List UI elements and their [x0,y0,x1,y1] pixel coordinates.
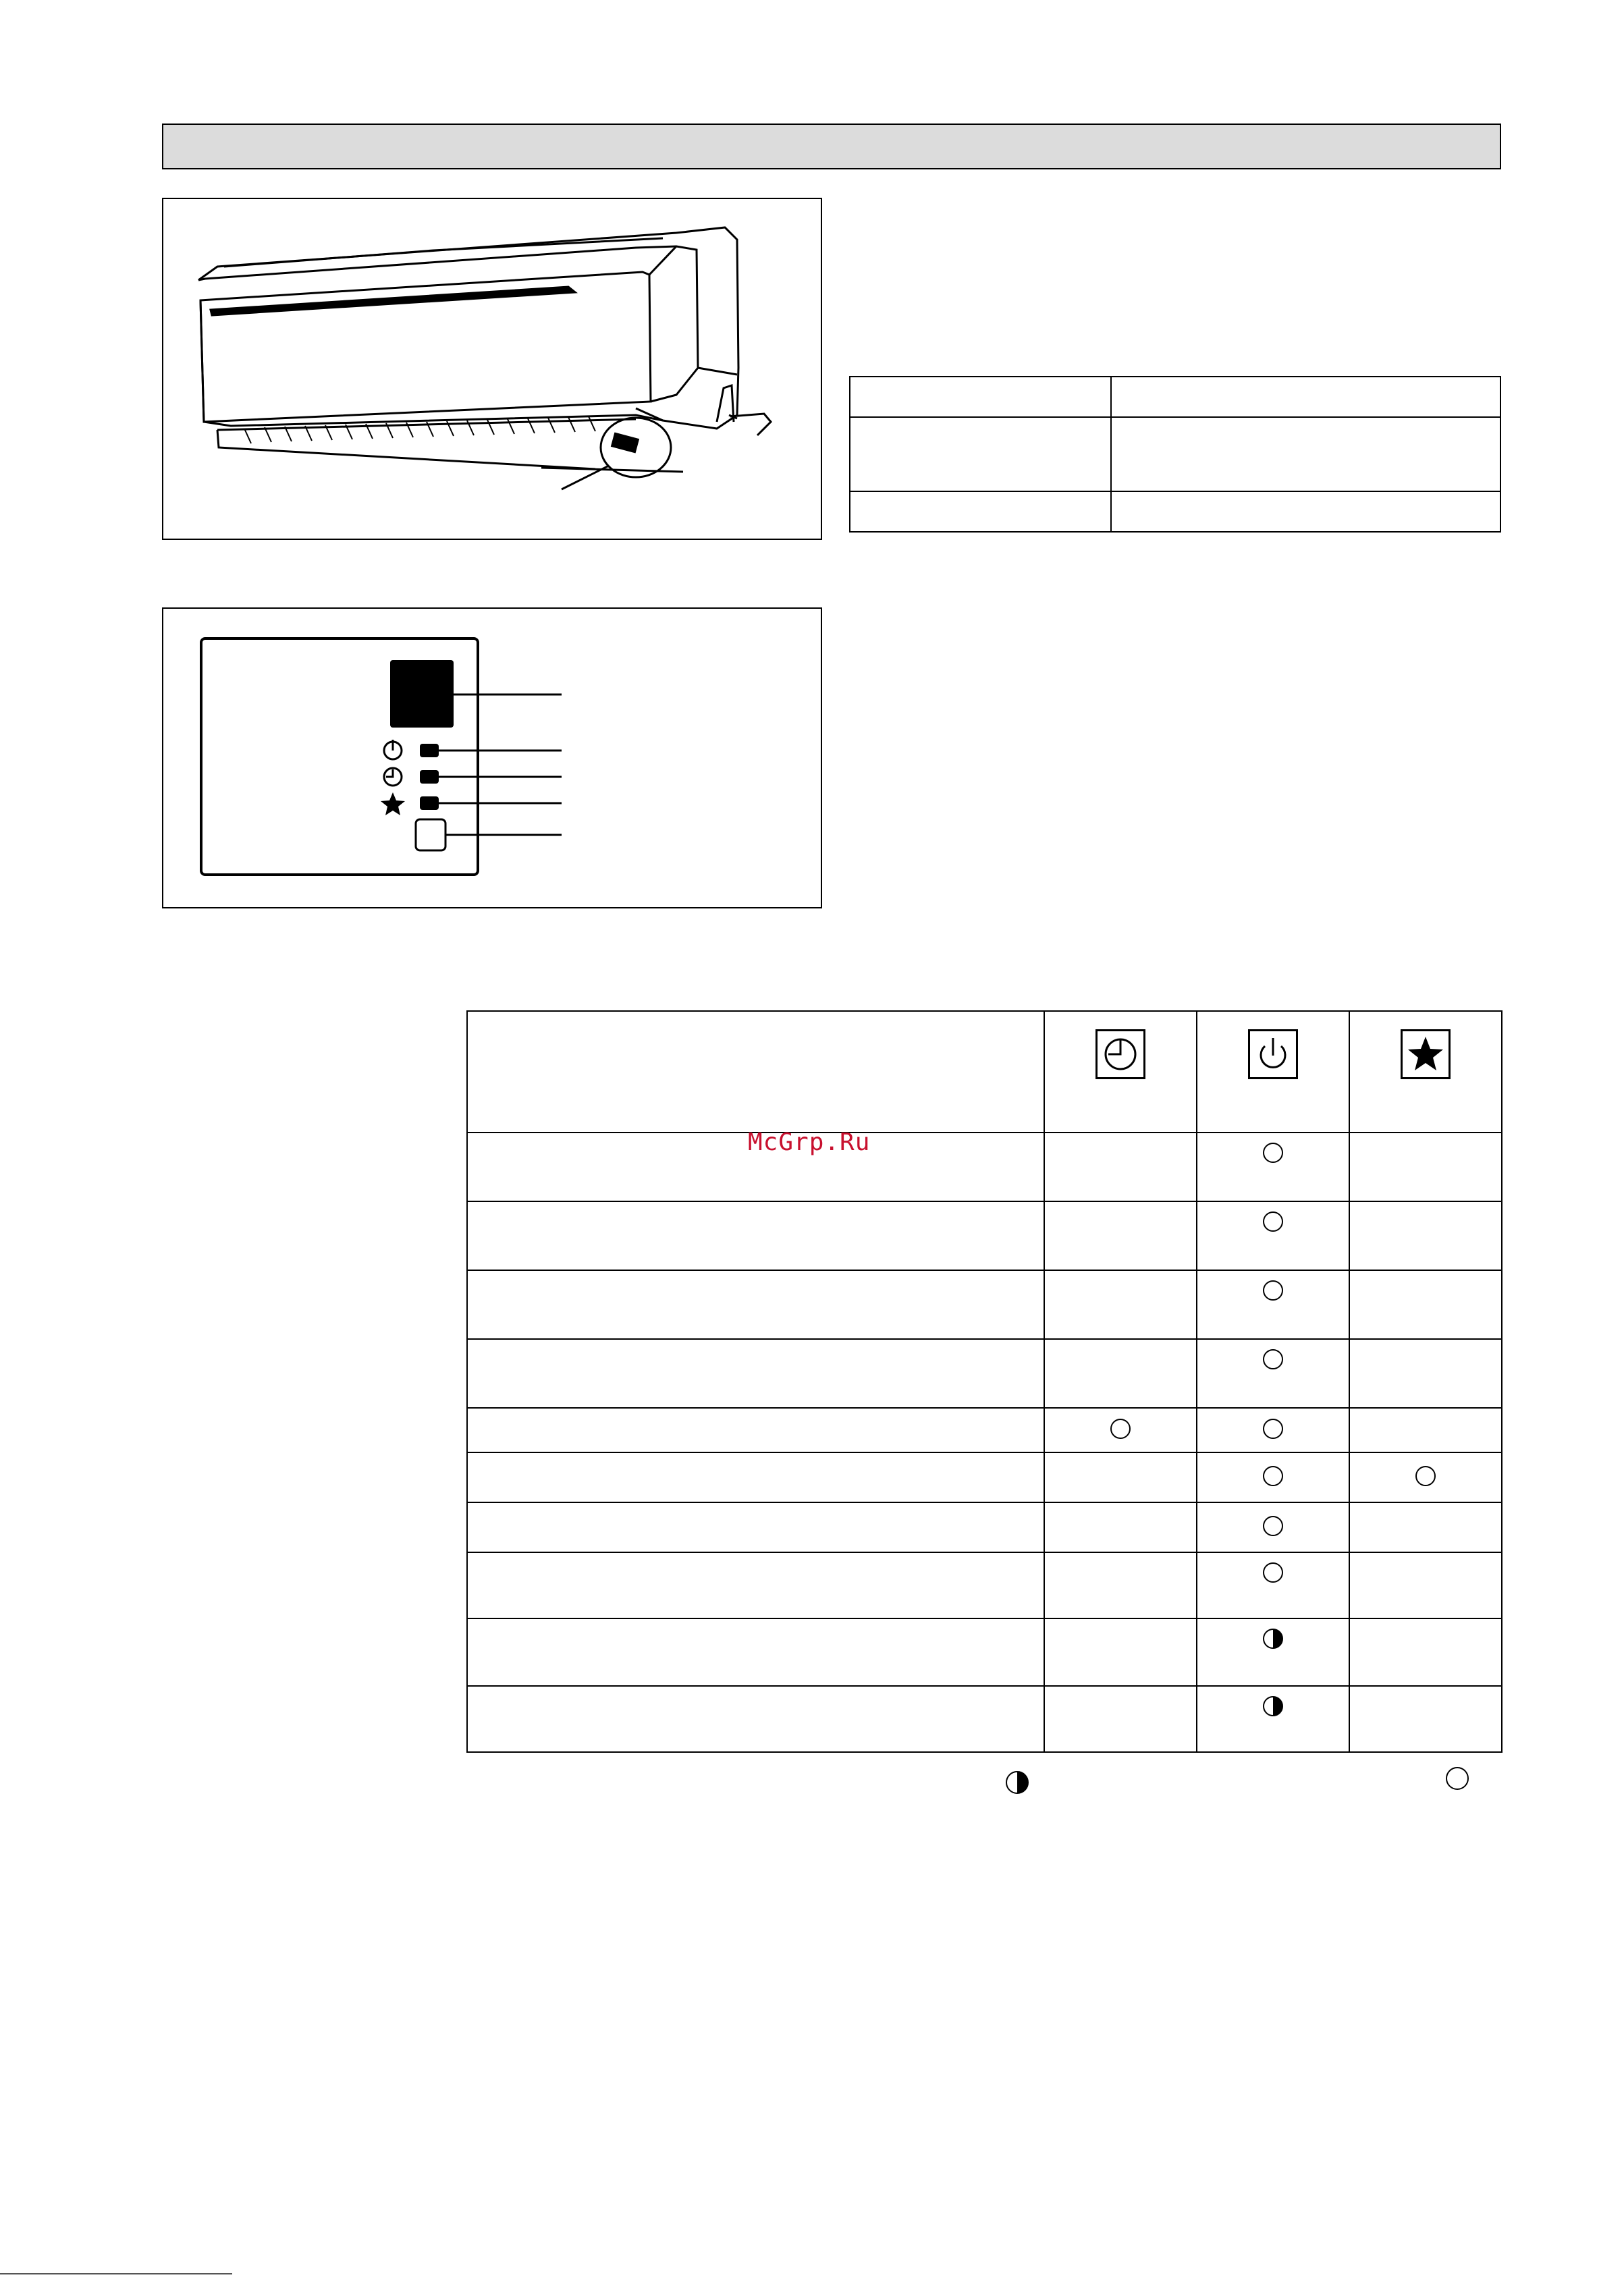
open-circle-icon [1263,1143,1283,1163]
indicator-panel-drawing [163,609,821,907]
spec-cell [850,491,1111,532]
row-label [467,1408,1044,1452]
section-header-bar [162,124,1501,169]
row-label [467,1618,1044,1686]
timer-header-cell [1044,1011,1197,1133]
open-circle-icon [1263,1419,1283,1439]
i-save-cell [1349,1502,1502,1552]
operation-cell [1197,1201,1349,1270]
row-label [467,1339,1044,1408]
open-circle-icon [1263,1280,1283,1301]
timer-cell [1044,1452,1197,1502]
open-circle-icon [1415,1466,1436,1486]
spec-cell [1111,377,1500,417]
operation-cell [1197,1618,1349,1686]
i-save-cell [1349,1452,1502,1502]
operation-cell [1197,1502,1349,1552]
indoor-unit-figure [162,198,822,540]
open-circle-icon [1263,1562,1283,1583]
open-circle-icon [1263,1211,1283,1232]
star-icon [1401,1029,1451,1079]
footer-rule [0,2273,232,2274]
operation-header-cell [1197,1011,1349,1133]
timer-cell [1044,1339,1197,1408]
row-label [467,1452,1044,1502]
operation-cell [1197,1408,1349,1452]
i-save-cell [1349,1552,1502,1618]
i-save-cell [1349,1133,1502,1201]
half-filled-circle-icon [1263,1696,1283,1716]
power-icon [1248,1029,1298,1079]
row-label [467,1270,1044,1339]
half-filled-circle-icon [1263,1629,1283,1649]
i-save-cell [1349,1339,1502,1408]
timer-icon [1095,1029,1145,1079]
open-circle-icon [1110,1419,1131,1439]
operation-cell [1197,1552,1349,1618]
open-circle-icon [1263,1516,1283,1536]
timer-cell [1044,1133,1197,1201]
operation-cell [1197,1686,1349,1752]
timer-cell [1044,1270,1197,1339]
legend-open-circle-icon [1446,1767,1469,1790]
open-circle-icon [1263,1466,1283,1486]
timer-cell [1044,1552,1197,1618]
operation-cell [1197,1452,1349,1502]
i-save-cell [1349,1270,1502,1339]
timer-cell [1044,1618,1197,1686]
i-save-symbol-icon [381,792,405,815]
i-save-cell [1349,1201,1502,1270]
indoor-unit-drawing [163,199,821,539]
spec-cell [1111,417,1500,491]
row-label [467,1201,1044,1270]
legend-half-circle-icon [1006,1771,1029,1794]
timer-symbol-icon [384,768,402,786]
operation-cell [1197,1133,1349,1201]
i-save-cell [1349,1618,1502,1686]
timer-cell [1044,1408,1197,1452]
operation-cell [1197,1270,1349,1339]
row-label [467,1552,1044,1618]
watermark-text: McGrp.Ru [748,1128,871,1156]
timer-cell [1044,1686,1197,1752]
row-label [467,1502,1044,1552]
spec-cell [1111,491,1500,532]
i-save-cell [1349,1686,1502,1752]
open-circle-icon [1263,1349,1283,1369]
operation-cell [1197,1339,1349,1408]
spec-cell [850,377,1111,417]
timer-cell [1044,1201,1197,1270]
spec-cell [850,417,1111,491]
i-save-cell [1349,1408,1502,1452]
header-blank-cell [467,1011,1044,1133]
timer-cell [1044,1502,1197,1552]
row-label [467,1686,1044,1752]
indicator-table [466,1010,1503,1753]
operation-symbol-icon [384,740,402,759]
spec-table [849,376,1501,533]
indicator-panel-figure [162,607,822,908]
i-save-header-cell [1349,1011,1502,1133]
